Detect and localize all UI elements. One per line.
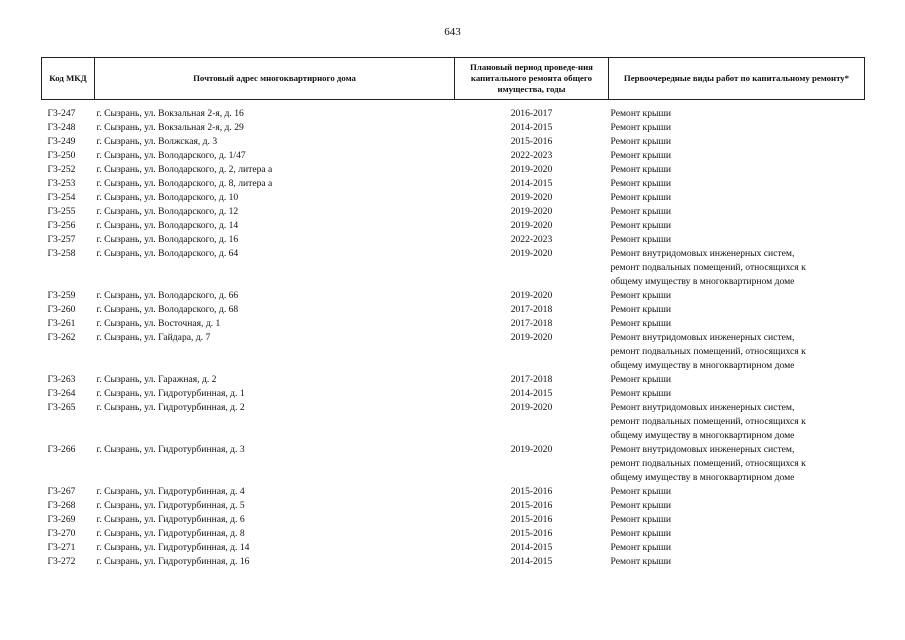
row-period: 2014-2015 [510, 388, 553, 399]
row-period: 2019-2020 [510, 164, 553, 175]
work-line: Ремонт крыши [610, 290, 671, 301]
work-line: общему имуществу в многоквартирном доме [610, 430, 795, 441]
work-line: Ремонт крыши [610, 528, 671, 539]
table-row [42, 107, 865, 121]
row-address: г. Сызрань, ул. Гидротурбинная, д. 2 [96, 402, 245, 413]
row-address: г. Сызрань, ул. Володарского, д. 1/47 [96, 150, 246, 161]
work-line: общему имуществу в многоквартирном доме [610, 472, 795, 483]
header-code: Код МКД [42, 58, 95, 100]
row-period: 2017-2018 [510, 318, 553, 329]
work-line: Ремонт крыши [610, 500, 671, 511]
table-row [42, 541, 865, 555]
row-code: Г3-253 [47, 178, 76, 189]
table-row [42, 219, 865, 233]
row-works [609, 373, 865, 387]
row-code: Г3-268 [47, 500, 76, 511]
table-row [42, 289, 865, 303]
row-code: Г3-259 [47, 290, 76, 301]
table-row [42, 191, 865, 205]
work-line: Ремонт крыши [610, 178, 671, 189]
work-line: Ремонт крыши [610, 206, 671, 217]
row-address: г. Сызрань, ул. Гайдара, д. 7 [96, 332, 211, 343]
table-row [42, 135, 865, 149]
table-row [42, 373, 865, 387]
row-period: 2014-2015 [510, 556, 553, 567]
work-line: общему имуществу в многоквартирном доме [610, 360, 795, 371]
row-period: 2015-2016 [510, 486, 553, 497]
row-works [609, 107, 865, 121]
row-code: Г3-258 [47, 248, 76, 259]
row-address: г. Сызрань, ул. Володарского, д. 68 [96, 304, 239, 315]
row-period: 2019-2020 [510, 402, 553, 413]
row-works [609, 247, 865, 289]
row-works [609, 149, 865, 163]
work-line: ремонт подвальных помещений, относящихся к [610, 458, 806, 469]
table-row [42, 401, 865, 443]
work-line: Ремонт крыши [610, 122, 671, 133]
row-period: 2022-2023 [510, 234, 553, 245]
table-row [42, 317, 865, 331]
row-code: Г3-249 [47, 136, 76, 147]
row-works [609, 177, 865, 191]
row-address: г. Сызрань, ул. Володарского, д. 16 [96, 234, 239, 245]
row-works [609, 233, 865, 247]
row-period: 2019-2020 [510, 248, 553, 259]
work-line: Ремонт крыши [610, 486, 671, 497]
row-code: Г3-263 [47, 374, 76, 385]
row-code: Г3-267 [47, 486, 76, 497]
row-period: 2014-2015 [510, 542, 553, 553]
row-address: г. Сызрань, ул. Володарского, д. 8, литера а [96, 178, 273, 189]
work-line: Ремонт крыши [610, 150, 671, 161]
row-period: 2019-2020 [510, 290, 553, 301]
row-period: 2015-2016 [510, 514, 553, 525]
row-period: 2022-2023 [510, 150, 553, 161]
table-row [42, 485, 865, 499]
work-line: Ремонт крыши [610, 164, 671, 175]
row-works [609, 219, 865, 233]
row-period: 2014-2015 [510, 122, 553, 133]
row-code: Г3-261 [47, 318, 76, 329]
work-line: Ремонт крыши [610, 108, 671, 119]
table-row [42, 149, 865, 163]
row-code: Г3-269 [47, 514, 76, 525]
row-code: Г3-265 [47, 402, 76, 413]
row-code: Г3-262 [47, 332, 76, 343]
work-line: Ремонт крыши [610, 542, 671, 553]
page-number: 643 [444, 26, 461, 38]
row-period: 2015-2016 [510, 136, 553, 147]
row-address: г. Сызрань, ул. Володарского, д. 2, литера а [96, 164, 273, 175]
row-address: г. Сызрань, ул. Гидротурбинная, д. 3 [96, 444, 245, 455]
row-works [609, 527, 865, 541]
row-period: 2016-2017 [510, 108, 553, 119]
row-address: г. Сызрань, ул. Гидротурбинная, д. 8 [96, 528, 245, 539]
row-address: г. Сызрань, ул. Володарского, д. 64 [96, 248, 239, 259]
row-works [609, 401, 865, 443]
row-works [609, 317, 865, 331]
row-code: Г3-270 [47, 528, 76, 539]
row-code: Г3-252 [47, 164, 76, 175]
row-code: Г3-260 [47, 304, 76, 315]
work-line: Ремонт крыши [610, 192, 671, 203]
header-address: Почтовый адрес многоквартирного дома [95, 58, 455, 100]
row-code: Г3-247 [47, 108, 76, 119]
table-row [42, 499, 865, 513]
row-period: 2017-2018 [510, 304, 553, 315]
row-period: 2019-2020 [510, 192, 553, 203]
row-works [609, 499, 865, 513]
work-line: Ремонт крыши [610, 374, 671, 385]
work-line: Ремонт крыши [610, 514, 671, 525]
row-code: Г3-271 [47, 542, 76, 553]
row-works [609, 303, 865, 317]
row-period: 2019-2020 [510, 206, 553, 217]
table-row [42, 233, 865, 247]
row-code: Г3-264 [47, 388, 76, 399]
work-line: Ремонт внутридомовых инженерных систем, [610, 248, 795, 259]
table-row [42, 513, 865, 527]
row-address: г. Сызрань, ул. Вокзальная 2-я, д. 16 [96, 108, 244, 119]
table-row [42, 205, 865, 219]
row-code: Г3-250 [47, 150, 76, 161]
row-period: 2014-2015 [510, 178, 553, 189]
work-line: Ремонт крыши [610, 304, 671, 315]
row-period: 2019-2020 [510, 444, 553, 455]
work-line: Ремонт крыши [610, 318, 671, 329]
row-address: г. Сызрань, ул. Володарского, д. 12 [96, 206, 239, 217]
row-code: Г3-256 [47, 220, 76, 231]
row-code: Г3-254 [47, 192, 76, 203]
work-line: Ремонт крыши [610, 136, 671, 147]
table-body [42, 100, 865, 570]
row-period: 2015-2016 [510, 528, 553, 539]
row-works [609, 555, 865, 569]
table-row [42, 247, 865, 289]
row-works [609, 121, 865, 135]
table-row [42, 163, 865, 177]
row-address: г. Сызрань, ул. Гаражная, д. 2 [96, 374, 217, 385]
row-code: Г3-248 [47, 122, 76, 133]
row-works [609, 289, 865, 303]
row-code: Г3-266 [47, 444, 76, 455]
work-line: Ремонт крыши [610, 388, 671, 399]
row-works [609, 163, 865, 177]
table-row [42, 331, 865, 373]
row-address: г. Сызрань, ул. Вокзальная 2-я, д. 29 [96, 122, 244, 133]
work-line: Ремонт крыши [610, 220, 671, 231]
row-works [609, 331, 865, 373]
work-line: Ремонт крыши [610, 234, 671, 245]
table-row [42, 527, 865, 541]
table-header [42, 58, 865, 100]
work-line: ремонт подвальных помещений, относящихся к [610, 416, 806, 427]
table-row [42, 387, 865, 401]
work-line: Ремонт крыши [610, 556, 671, 567]
work-line: Ремонт внутридомовых инженерных систем, [610, 444, 795, 455]
table-row [42, 443, 865, 485]
row-period: 2019-2020 [510, 220, 553, 231]
row-address: г. Сызрань, ул. Володарского, д. 66 [96, 290, 239, 301]
row-works [609, 191, 865, 205]
row-period: 2017-2018 [510, 374, 553, 385]
row-address: г. Сызрань, ул. Володарского, д. 10 [96, 192, 239, 203]
row-code: Г3-257 [47, 234, 76, 245]
table-row [42, 555, 865, 569]
row-address: г. Сызрань, ул. Гидротурбинная, д. 16 [96, 556, 250, 567]
table-row [42, 177, 865, 191]
row-address: г. Сызрань, ул. Гидротурбинная, д. 4 [96, 486, 245, 497]
row-works [609, 485, 865, 499]
row-address: г. Сызрань, ул. Восточная, д. 1 [96, 318, 221, 329]
work-line: ремонт подвальных помещений, относящихся к [610, 346, 806, 357]
header-works: Первоочередные виды работ по капитальному ремонту* [609, 58, 865, 100]
row-works [609, 513, 865, 527]
work-line: ремонт подвальных помещений, относящихся к [610, 262, 806, 273]
row-works [609, 135, 865, 149]
work-line: Ремонт внутридомовых инженерных систем, [610, 402, 795, 413]
housing-repair-table [41, 57, 865, 569]
work-line: общему имуществу в многоквартирном доме [610, 276, 795, 287]
row-code: Г3-272 [47, 556, 76, 567]
row-address: г. Сызрань, ул. Володарского, д. 14 [96, 220, 239, 231]
row-address: г. Сызрань, ул. Гидротурбинная, д. 1 [96, 388, 245, 399]
table-row [42, 303, 865, 317]
row-works [609, 443, 865, 485]
row-address: г. Сызрань, ул. Волжская, д. 3 [96, 136, 218, 147]
row-code: Г3-255 [47, 206, 76, 217]
work-line: Ремонт внутридомовых инженерных систем, [610, 332, 795, 343]
row-works [609, 541, 865, 555]
row-period: 2019-2020 [510, 332, 553, 343]
row-address: г. Сызрань, ул. Гидротурбинная, д. 5 [96, 500, 245, 511]
row-address: г. Сызрань, ул. Гидротурбинная, д. 6 [96, 514, 245, 525]
row-works [609, 205, 865, 219]
row-period: 2015-2016 [510, 500, 553, 511]
row-works [609, 387, 865, 401]
table-row [42, 121, 865, 135]
header-period: Плановый период проведе-ния капитального ремонта общего имущества, годы [455, 58, 609, 100]
row-address: г. Сызрань, ул. Гидротурбинная, д. 14 [96, 542, 250, 553]
